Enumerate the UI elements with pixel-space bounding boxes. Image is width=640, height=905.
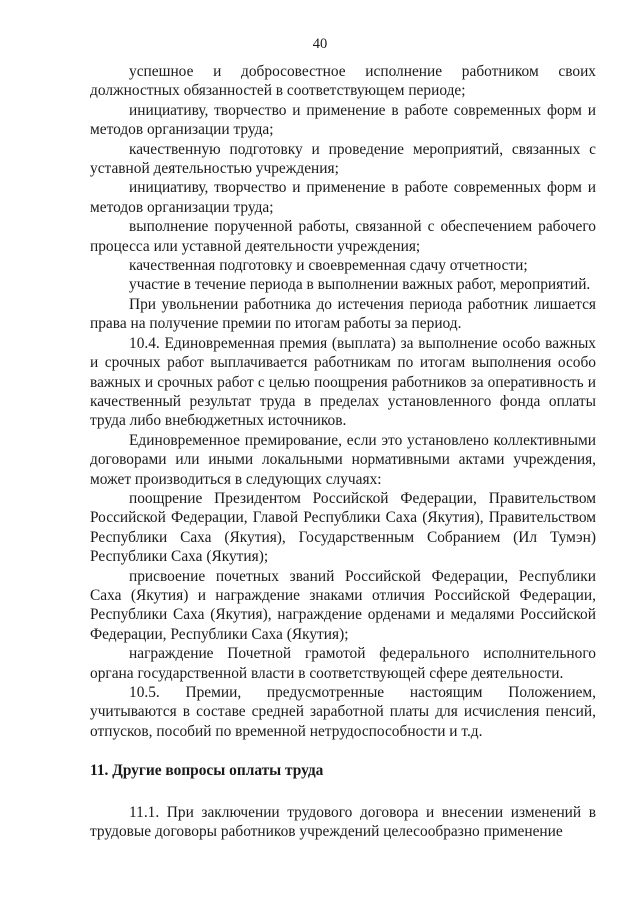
paragraph-3: инициативу, творчество и применение в работе современных форм и методов организации труда; [90, 179, 596, 216]
paragraph-9: Единовременное премирование, если это установлено коллективными договорами или иными локальными нормативными актами учреждения, может производиться в следующих случаях: [90, 431, 596, 488]
section-heading: 11. Другие вопросы оплаты труда [90, 762, 324, 780]
paragraph-13: 10.5. Премии, предусмотренные настоящим Положением, учитываются в составе средней заработной платы для исчисления пенсий, отпусков, пособий по временной нетрудоспособности и т.д. [90, 684, 596, 740]
paragraph-after-0: 11.1. При заключении трудового договора и внесении изменений в трудовые договоры работников учреждений целесообразно применение [90, 803, 596, 841]
page-number: 40 [312, 36, 328, 52]
paragraph-10: поощрение Президентом Российской Федерации, Правительством Российской Федерации, Главой Республики Саха (Якутия), Правительством Республики Саха (Якутия), Государственным Собранием (Ил Тумэн) Республики Саха (Якутия); [90, 489, 596, 566]
paragraph-5: качественная подготовку и своевременная сдачу отчетности; [129, 257, 528, 275]
paragraph-7: При увольнении работника до истечения периода работник лишается права на получение премии по итогам работы за период. [90, 295, 596, 333]
paragraph-11: присвоение почетных званий Российской Федерации, Республики Саха (Якутия) и награждение знаками отличия Российской Федерации, Республики Саха (Якутия), награждение орденами и медалями Российской Федерации, Республики Саха (Якутия); [90, 567, 596, 643]
paragraph-12: награждение Почетной грамотой федерального исполнительного органа государственной власти в соответствующей сфере деятельности. [90, 645, 596, 682]
document-body [90, 62, 596, 841]
paragraph-6: участие в течение периода в выполнении важных работ, мероприятий. [129, 276, 591, 294]
paragraph-0: успешное и добросовестное исполнение работником своих должностных обязанностей в соответствующем периоде; [90, 63, 596, 100]
paragraph-8: 10.4. Единовременная премия (выплата) за выполнение особо важных и срочных работ выплачивается работникам по итогам выполнения особо важных и срочных работ с целью поощрения работников за оперативность и качественный результат труда в пределах установленного фонда оплаты труда либо внебюджетных источников. [90, 334, 596, 430]
paragraph-4: выполнение порученной работы, связанной с обеспечением рабочего процесса или уставной деятельности учреждения; [90, 218, 596, 255]
paragraph-2: качественную подготовку и проведение мероприятий, связанных с уставной деятельностью учреждения; [90, 140, 596, 178]
paragraph-1: инициативу, творчество и применение в работе современных форм и методов организации труда; [90, 101, 596, 139]
